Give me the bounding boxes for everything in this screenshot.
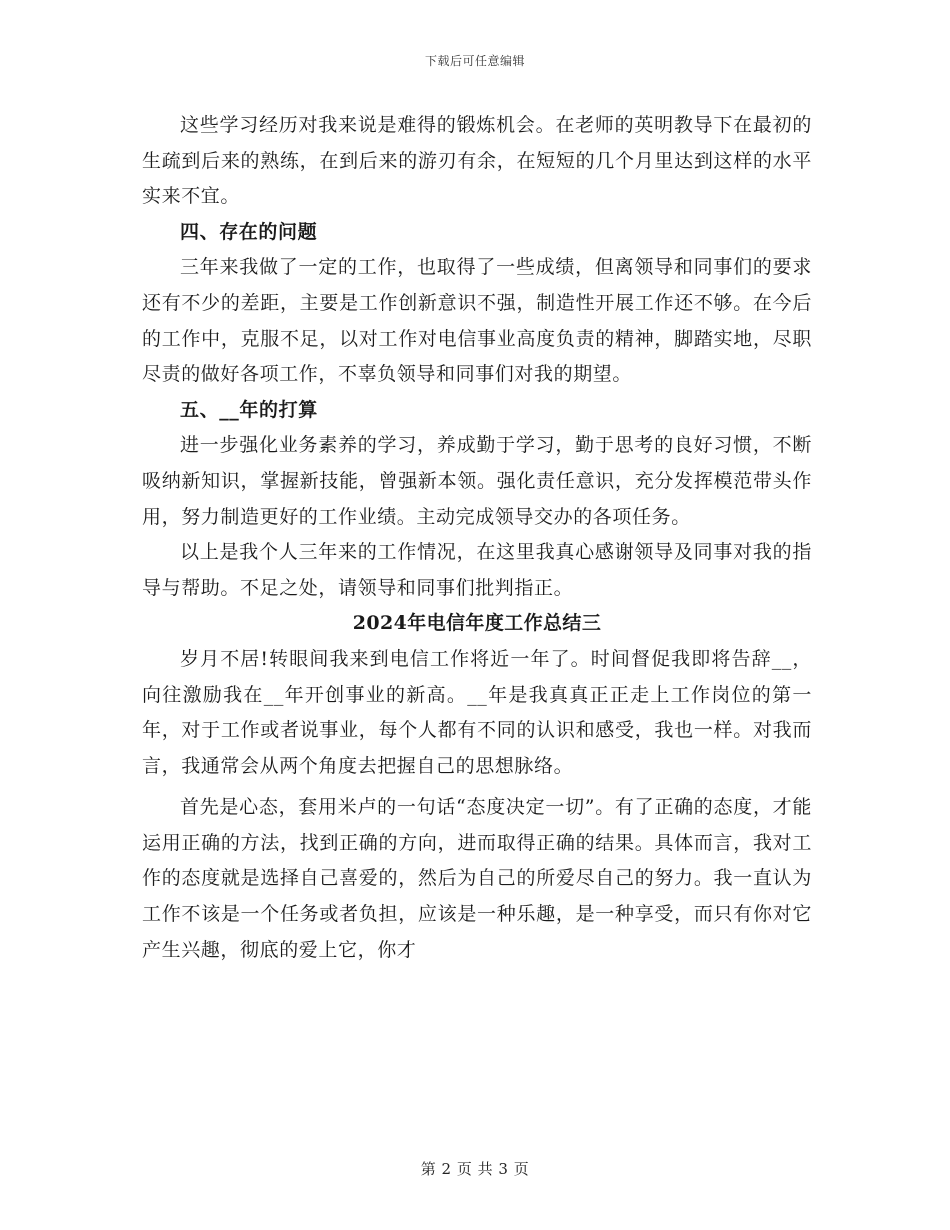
paragraph-learning-experience: 这些学习经历对我来说是难得的锻炼机会。在老师的英明教导下在最初的生疏到后来的熟练，在到后来的游刃有余，在短短的几个月里达到这样的水平实来不宜。 xyxy=(142,114,812,208)
paragraph-plans: 进一步强化业务素养的学习，养成勤于学习，勤于思考的良好习惯，不断吸纳新知识，掌握新技能，曾强新本领。强化责任意识，充分发挥模范带头作用，努力制造更好的工作业绩。主动完成领导交办的各项任务。 xyxy=(142,434,812,528)
article-title: 2024年电信年度工作总结三 xyxy=(352,612,602,635)
paragraph-attitude: 首先是心态，套用米卢的一句话“态度决定一切”。有了正确的态度，才能运用正确的方法，找到正确的方向，进而取得正确的结果。具体而言，我对工作的态度就是选择自己喜爱的，然后为自己的所爱尽自己的努力。我一直认为工作不该是一个任务或者负担，应该是一种乐趣，是一种享受，而只有你对它产生兴趣，彻底的爱上它，你才 xyxy=(142,796,812,961)
paragraph-problems: 三年来我做了一定的工作，也取得了一些成绩，但离领导和同事们的要求还有不少的差距，主要是工作创新意识不强，制造性开展工作还不够。在今后的工作中，克服不足，以对工作对电信事业高度负责的精神，脚踏实地，尽职尽责的做好各项工作，不辜负领导和同事们对我的期望。 xyxy=(142,256,812,386)
page-header: 下载后可任意编辑 xyxy=(424,54,525,68)
section-heading-plans: 五、__年的打算 xyxy=(180,398,318,421)
paragraph-intro: 岁月不居!转眼间我来到电信工作将近一年了。时间督促我即将告辞__，向往激励我在__年开创事业的新高。__年是我真真正正走上工作岗位的第一年，对于工作或者说事业，每个人都有不同的认识和感受，我也一样。对我而言，我通常会从两个角度去把握自己的思想脉络。 xyxy=(142,647,812,777)
section-heading-problems: 四、存在的问题 xyxy=(180,220,318,243)
document-body xyxy=(142,108,812,968)
paragraph-thanks: 以上是我个人三年来的工作情况，在这里我真心感谢领导及同事对我的指导与帮助。不足之处，请领导和同事们批判指正。 xyxy=(142,541,812,599)
page-footer: 第 2 页 共 3 页 xyxy=(420,1160,530,1178)
